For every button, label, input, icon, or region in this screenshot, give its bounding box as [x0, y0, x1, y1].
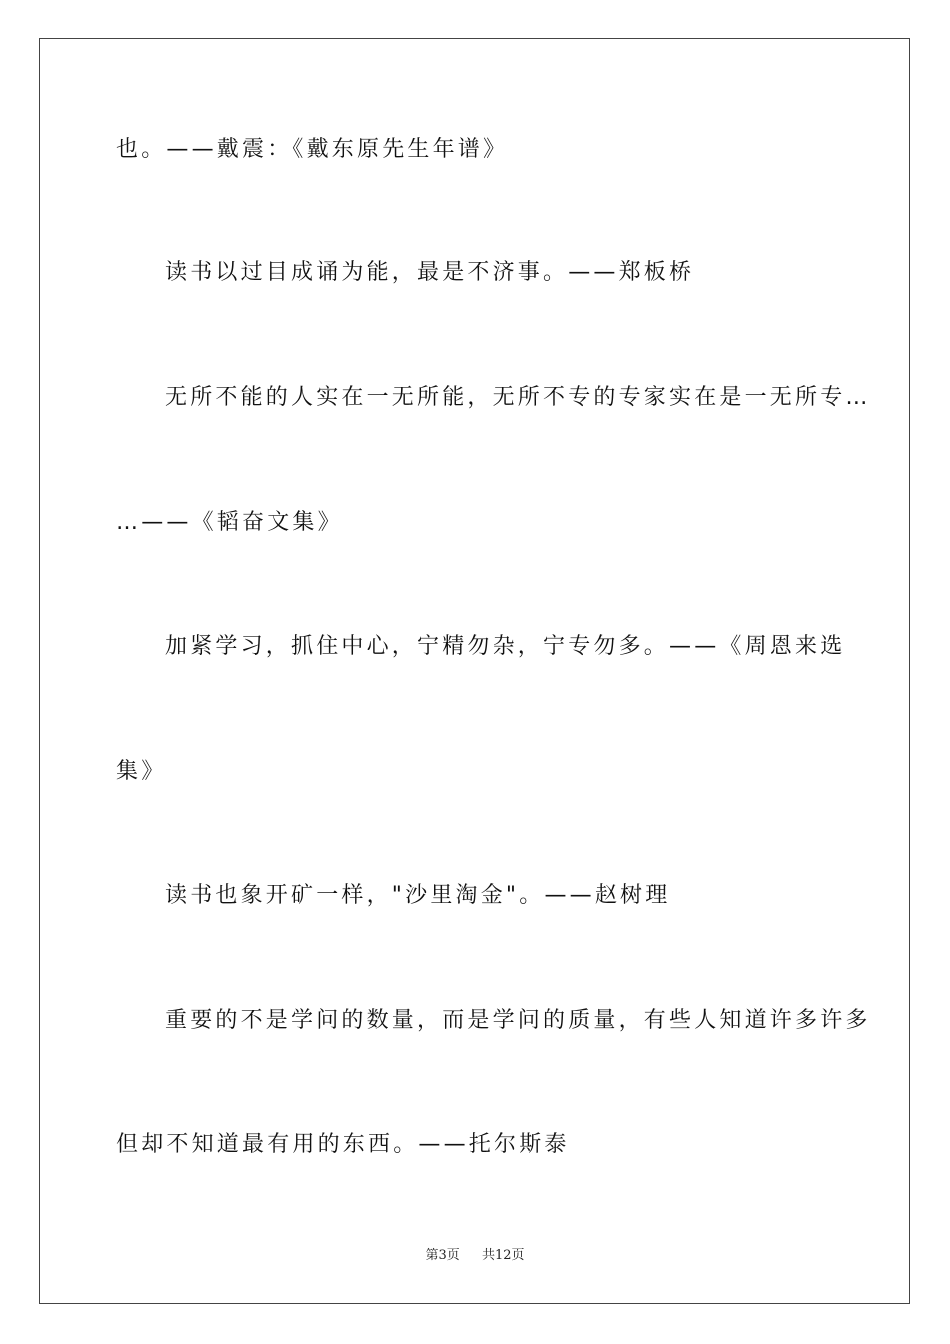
text-line-1: 也。——戴震：《戴东原先生年谱》 — [116, 137, 509, 162]
text-line-9: 但却不知道最有用的东西。——托尔斯泰 — [116, 1132, 570, 1157]
page-number: 第3页 — [425, 1248, 460, 1263]
text-line-6: 集》 — [116, 759, 167, 784]
page-footer — [0, 1247, 950, 1265]
text-line-8: 重要的不是学问的数量，而是学问的质量，有些人知道许多许多 — [165, 1008, 871, 1033]
page-frame — [39, 38, 910, 1304]
text-line-7: 读书也象开矿一样，"沙里淘金"。——赵树理 — [165, 883, 671, 908]
text-line-4: …——《韬奋文集》 — [116, 510, 343, 535]
text-line-3: 无所不能的人实在一无所能，无所不专的专家实在是一无所专… — [165, 385, 871, 410]
total-pages: 共12页 — [482, 1248, 525, 1263]
text-line-5: 加紧学习，抓住中心，宁精勿杂，宁专勿多。——《周恩来选 — [165, 634, 846, 659]
text-line-2: 读书以过目成诵为能，最是不济事。——郑板桥 — [165, 260, 695, 285]
